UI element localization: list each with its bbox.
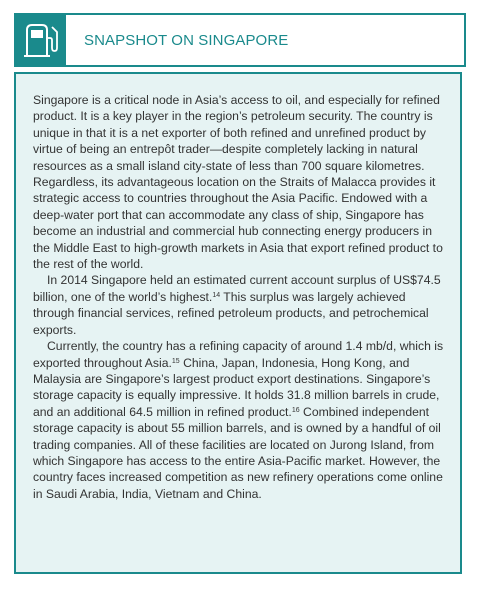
paragraph-3-text-b: China, Japan, Indonesia, Hong Kong, and Malaysia are Singapore’s largest product export destinations. Singapore’s storage capacity is equally impressive. It holds 31.8 million barrels in crude, and an additional 64.5 million in refined product. bbox=[33, 355, 440, 419]
fuel-pump-icon bbox=[21, 20, 61, 60]
paragraph-3-text-a: Currently, the country has a refining capacity of around 1.4 mb/d, which is exported throughout Asia. bbox=[33, 339, 444, 370]
section-header bbox=[14, 13, 466, 67]
paragraph-2 bbox=[33, 272, 445, 338]
section-title: SNAPSHOT ON SINGAPORE bbox=[84, 32, 289, 49]
paragraph-2-text-b: This surplus was largely achieved through financial services, refined petroleum products, and petrochemical exports. bbox=[33, 289, 429, 337]
body-text bbox=[33, 92, 445, 502]
text-panel bbox=[14, 72, 462, 574]
paragraph-1-text: Singapore is a critical node in Asia’s access to oil, and especially for refined product. It is a key player in the region’s petroleum security. The country is unique in that it is a net exporter of both refined and unrefined product by virtue of being an entrepôt trader—despite completely lacking in natural resources as a small island city-state of less than 700 square kilometres. Regardless, its advantageous location on the Straits of Malacca provides it strategic access to countries throughout the Asia Pacific. Endowed with a deep-water port that can accommodate any class of ship, Singapore has become an industrial and commercial hub connecting energy producers in the Middle East to high-growth markets in Asia that export refined product to the rest of the world. bbox=[33, 93, 443, 272]
footnote-ref-15: 15 bbox=[171, 357, 180, 365]
footnote-ref-16: 16 bbox=[291, 406, 300, 414]
paragraph-1 bbox=[33, 92, 445, 272]
header-icon-box bbox=[16, 15, 66, 65]
footnote-ref-14: 14 bbox=[212, 291, 221, 299]
paragraph-3 bbox=[33, 338, 445, 502]
paragraph-3-text-c: Combined independent storage capacity is about 55 million barrels, and is owned by a handful of oil trading companies. All of these facilities are located on Jurong Island, from which Singapore has access to the entire Asia-Pacific market. However, the country faces increased competition as new refinery operations come online in Saudi Arabia, India, Vietnam and China. bbox=[33, 404, 443, 501]
paragraph-2-text-a: In 2014 Singapore held an estimated current account surplus of US$74.5 billion, one of the world’s highest. bbox=[33, 273, 441, 304]
